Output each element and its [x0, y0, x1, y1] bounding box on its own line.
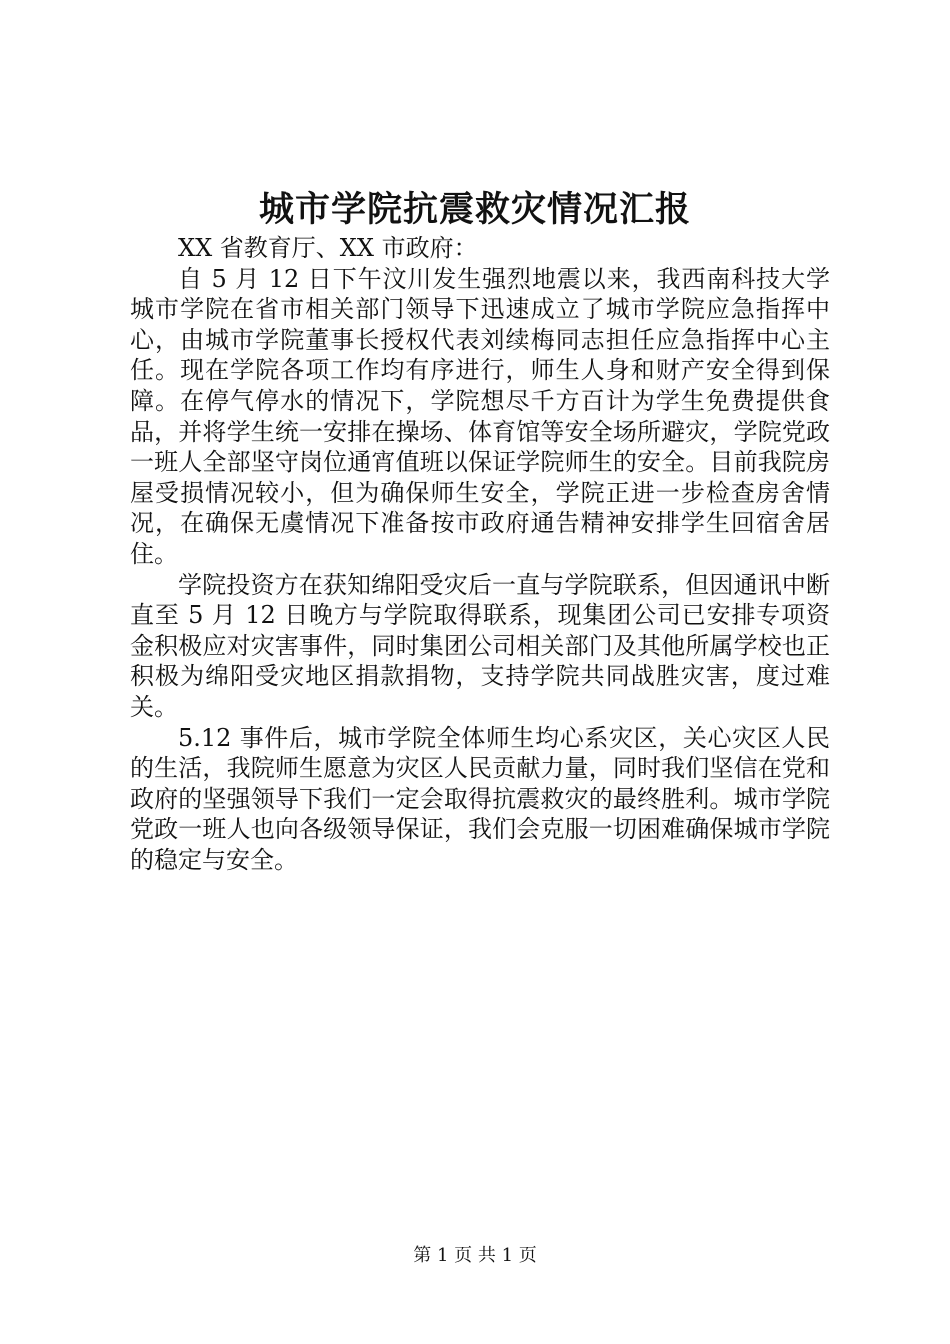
page-number-footer: 第 1 页 共 1 页	[413, 1245, 537, 1266]
paragraph-1: 自 5 月 12 日下午汶川发生强烈地震以来，我西南科技大学城市学院在省市相关部门领导下迅速成立了城市学院应急指挥中心，由城市学院董事长授权代表刘续梅同志担任应急指挥中心主任。现在学院各项工作均有序进行，师生人身和财产安全得到保障。在停气停水的情况下，学院想尽千方百计为学生免费提供食品，并将学生统一安排在操场、体育馆等安全场所避灾，学院党政一班人全部坚守岗位通宵值班以保证学院师生的安全。目前我院房屋受损情况较小，但为确保师生安全，学院正进一步检查房舍情况，在确保无虞情况下准备按市政府通告精神安排学生回宿舍居住。	[130, 264, 830, 568]
salutation: XX 省教育厅、XX 市政府：	[178, 234, 478, 262]
document-body	[130, 233, 830, 875]
document-title: 城市学院抗震救灾情况汇报	[258, 189, 691, 230]
paragraph-2: 学院投资方在获知绵阳受灾后一直与学院联系，但因通讯中断直至 5 月 12 日晚方与学院取得联系，现集团公司已安排专项资金积极应对灾害事件，同时集团公司相关部门及其他所属学校也正积极为绵阳受灾地区捐款捐物，支持学院共同战胜灾害，度过难关。	[130, 570, 830, 721]
paragraph-3: 5.12 事件后，城市学院全体师生均心系灾区，关心灾区人民的生活，我院师生愿意为灾区人民贡献力量，同时我们坚信在党和政府的坚强领导下我们一定会取得抗震救灾的最终胜利。城市学院党政一班人也向各级领导保证，我们会克服一切困难确保城市学院的稳定与安全。	[130, 723, 830, 874]
